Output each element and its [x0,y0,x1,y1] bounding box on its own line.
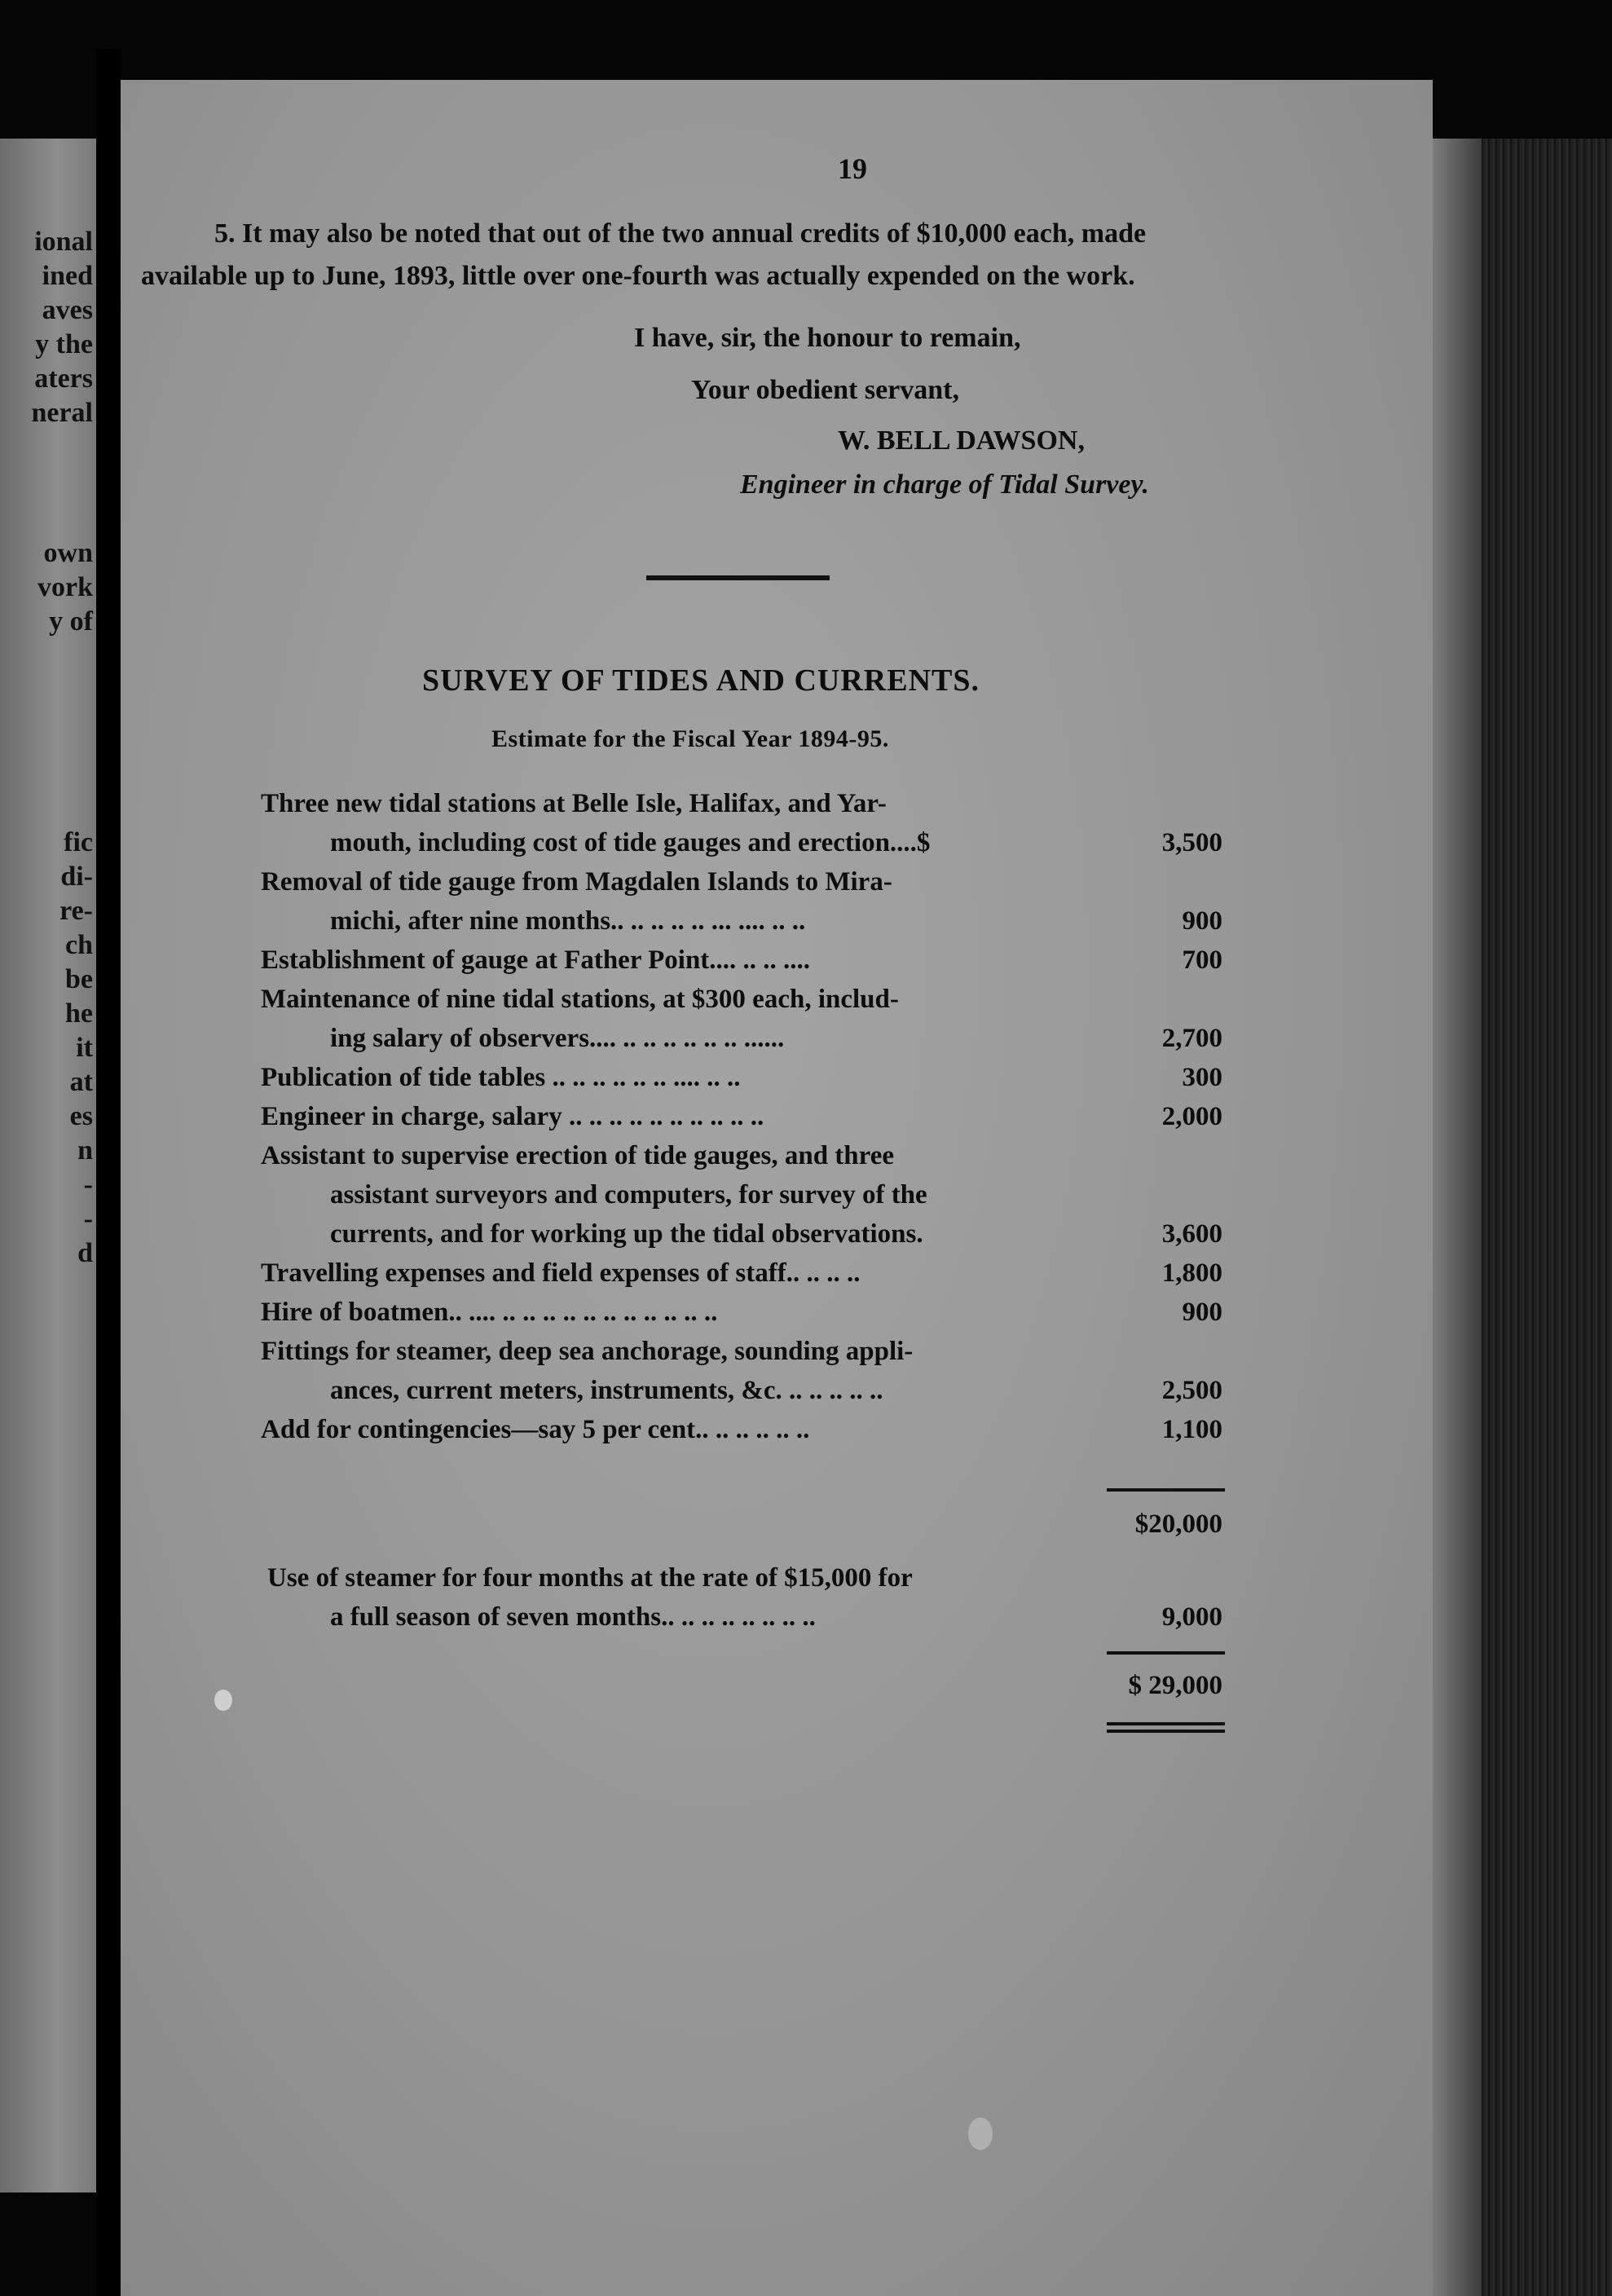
facing-text-fragment: y the [35,329,93,359]
table-row [261,1102,1222,1138]
facing-text-fragment: y of [49,606,93,637]
row-amount: 300 [1182,1063,1222,1092]
section-heading: SURVEY OF TIDES AND CURRENTS. [422,663,980,698]
table-row [261,1141,1222,1177]
page-curl-shadow [1433,139,1482,2296]
table-row [261,1024,1222,1060]
row-description: Assistant to supervise erection of tide gauges, and three [261,1141,894,1170]
row-description: Three new tidal stations at Belle Isle, Halifax, and Yar- [261,789,887,818]
table-row [261,945,1222,981]
row-amount: 1,800 [1161,1258,1222,1288]
facing-text-fragment: n [77,1135,93,1166]
paragraph-line-1: 5. It may also be noted that out of the two annual credits of $10,000 each, made [214,218,1147,249]
total-rule [1107,1651,1225,1655]
facing-text-fragment: aves [42,295,93,325]
scan-speck [214,1690,232,1711]
signatory-name: W. BELL DAWSON, [838,425,1085,456]
document-page [121,80,1433,2296]
table-row [261,1258,1222,1294]
table-row [261,1180,1222,1216]
row-description: Add for contingencies—say 5 per cent.. .. .. .. .. .. [261,1415,810,1444]
paragraph-line-2: available up to June, 1893, little over one-fourth was actually expended on the work. [141,261,1135,291]
row-description: Travelling expenses and field expenses of staff.. .. .. .. [261,1258,861,1288]
facing-text-fragment: ch [65,930,93,960]
facing-text-fragment: at [69,1067,93,1097]
facing-text-fragment: di- [60,862,93,892]
facing-text-fragment: d [77,1238,93,1268]
row-amount: 3,500 [1161,828,1222,857]
row-amount: 900 [1182,1298,1222,1327]
facing-text-fragment: aters [34,364,93,394]
page-stack-edge [1433,139,1612,2296]
facing-text-fragment: vork [37,572,93,602]
binding-gutter [96,49,121,2296]
facing-text-fragment: own [43,538,93,568]
signatory-title: Engineer in charge of Tidal Survey. [740,469,1149,500]
facing-text-fragment: - [83,1204,93,1234]
row-description: Publication of tide tables .. .. .. .. .. .. .... .. .. [261,1063,741,1092]
table-row [261,1337,1222,1373]
steamer-amount: 9,000 [1161,1602,1222,1632]
row-description: Fittings for steamer, deep sea anchorage, sounding appli- [261,1337,914,1366]
row-description: michi, after nine months.. .. .. .. .. ... .... .. .. [330,906,806,936]
table-row [261,985,1222,1020]
row-description: ing salary of observers.... .. .. .. .. .. .. ...... [330,1024,785,1053]
row-description: currents, and for working up the tidal observations. [330,1219,923,1249]
row-description: Maintenance of nine tidal stations, at $300 each, includ- [261,985,899,1014]
table-row [261,1415,1222,1451]
table-row [261,828,1222,864]
row-description: Hire of boatmen.. .... .. .. .. .. .. .. .. .. .. .. .. [261,1298,718,1327]
row-amount: 2,000 [1161,1102,1222,1131]
table-row [261,1376,1222,1412]
facing-text-fragment: he [65,998,93,1029]
subtotal-rule [1107,1488,1225,1492]
facing-text-fragment: be [65,964,93,994]
row-amount: 700 [1182,945,1222,975]
closing-salutation: I have, sir, the honour to remain, [634,323,1021,353]
table-row [261,906,1222,942]
table-row [261,789,1222,825]
total-amount: $ 29,000 [1128,1671,1222,1700]
section-divider [646,575,830,580]
table-row [261,867,1222,903]
page-number: 19 [838,152,867,185]
facing-text-fragment: ined [42,261,93,291]
facing-text-fragment: ional [34,227,93,257]
closing-servant: Your obedient servant, [691,375,959,405]
row-amount: 2,700 [1161,1024,1222,1053]
scan-speck [968,2118,993,2150]
table-row [261,1063,1222,1099]
facing-text-fragment: neral [31,398,93,428]
row-description: Engineer in charge, salary .. .. .. .. .. .. .. .. .. .. [261,1102,764,1131]
row-description: ances, current meters, instruments, &c. .. .. .. .. .. [330,1376,883,1405]
row-amount: 1,100 [1161,1415,1222,1444]
steamer-line-2: a full season of seven months.. .. .. .. .. .. .. .. [330,1602,816,1632]
steamer-line-1: Use of steamer for four months at the rate of $15,000 for [267,1563,913,1593]
table-row [261,1298,1222,1333]
row-description: assistant surveyors and computers, for survey of the [330,1180,927,1210]
row-description: mouth, including cost of tide gauges and erection....$ [330,828,931,857]
section-subheading: Estimate for the Fiscal Year 1894-95. [491,725,889,752]
table-row [261,1219,1222,1255]
facing-text-fragment: re- [59,896,93,926]
row-amount: 900 [1182,906,1222,936]
row-amount: 3,600 [1161,1219,1222,1249]
double-rule-bottom [1107,1730,1225,1733]
facing-text-fragment: fic [64,827,93,857]
row-description: Removal of tide gauge from Magdalen Islands to Mira- [261,867,892,897]
facing-text-fragment: es [69,1101,93,1131]
subtotal-amount: $20,000 [1134,1509,1222,1539]
row-description: Establishment of gauge at Father Point.... .. .. .... [261,945,811,975]
facing-text-fragment: it [76,1033,93,1063]
facing-page-edge [0,139,96,2192]
row-amount: 2,500 [1161,1376,1222,1405]
double-rule-top [1107,1722,1225,1725]
facing-text-fragment: - [83,1170,93,1200]
